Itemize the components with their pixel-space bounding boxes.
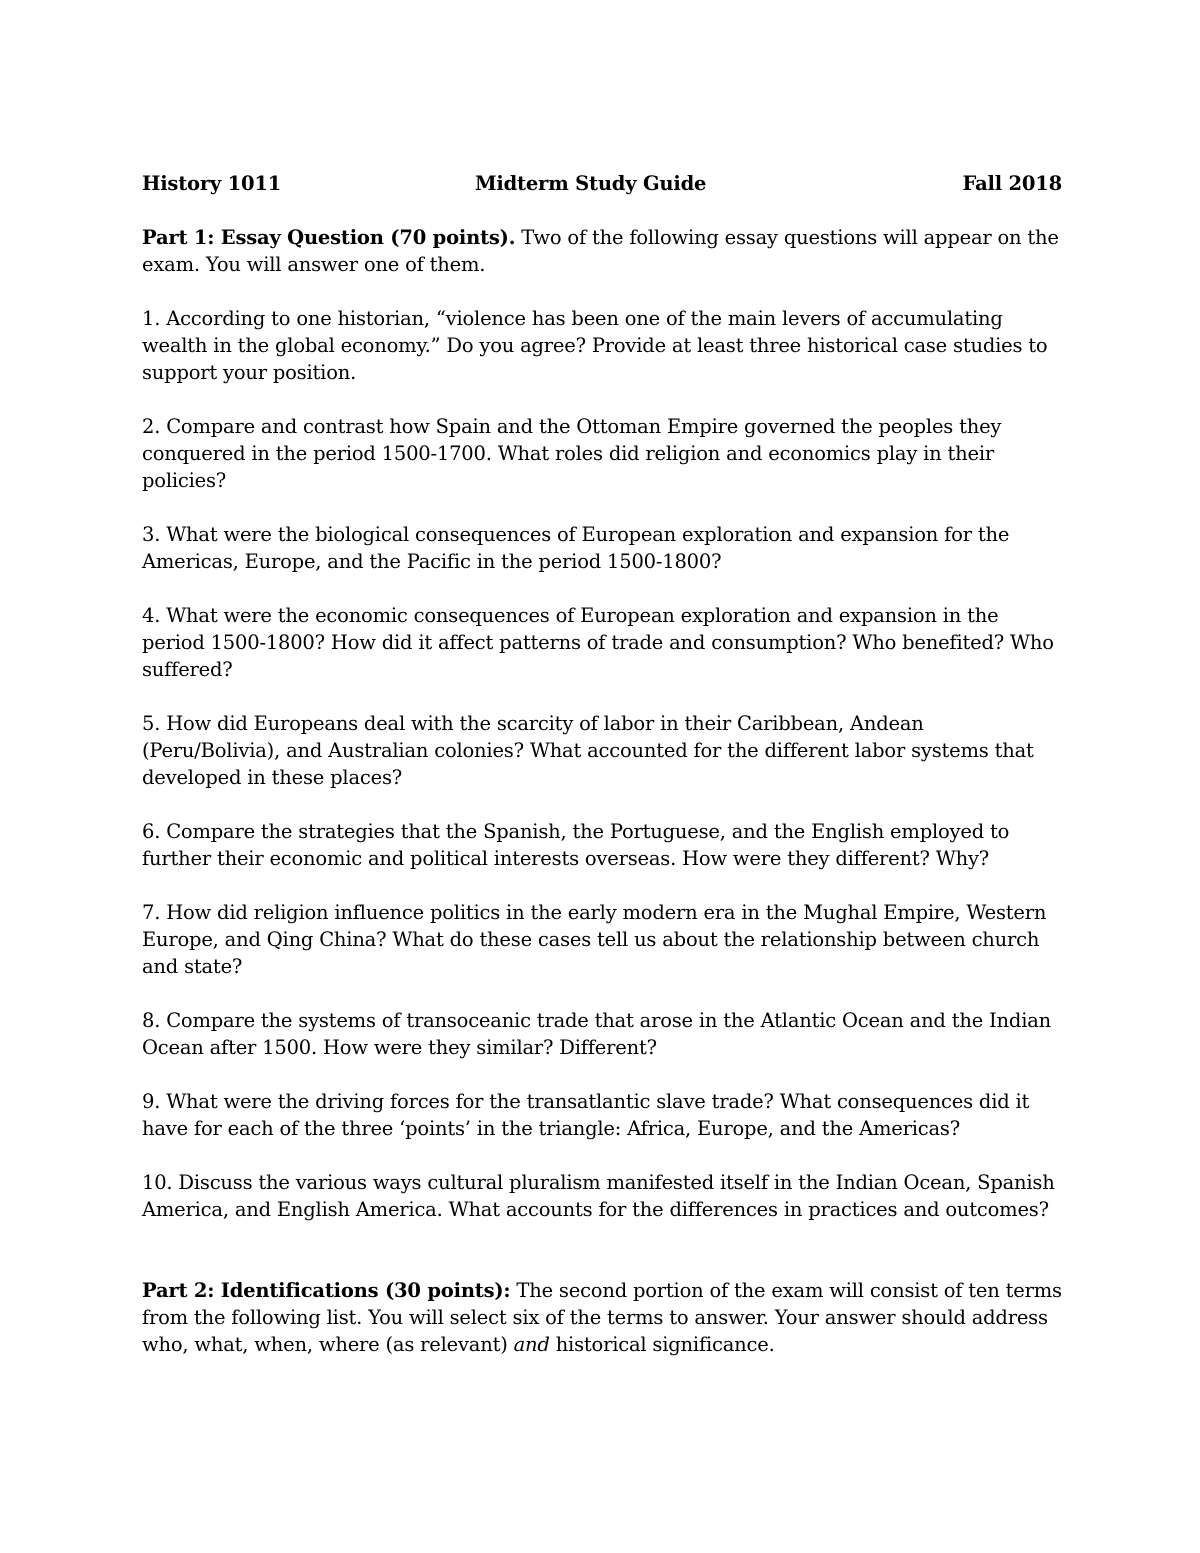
essay-question-10: 10. Discuss the various ways cultural pluralism manifested itself in the Indian Ocean, Spanish America, and English America. What accounts for the differences in practices and outcomes? — [142, 1171, 1055, 1221]
essay-question-9: 9. What were the driving forces for the transatlantic slave trade? What consequences did it have for each of the three ‘points’ in the triangle: Africa, Europe, and the Americas? — [142, 1090, 1030, 1140]
essay-question-5: 5. How did Europeans deal with the scarcity of labor in their Caribbean, Andean (Peru/Bolivia), and Australian colonies? What accounted for the different labor systems that developed in these places? — [142, 712, 1034, 789]
part1-intro — [142, 224, 1062, 278]
document-header — [142, 170, 1062, 197]
course-name: History 1011 — [142, 172, 282, 195]
term-label: Fall 2018 — [962, 172, 1062, 195]
part1-heading: Part 1: Essay Question (70 points). — [142, 226, 516, 249]
part2-emphasis: and — [513, 1333, 550, 1356]
part2-intro — [142, 1277, 1062, 1358]
essay-question-8: 8. Compare the systems of transoceanic trade that arose in the Atlantic Ocean and the Indian Ocean after 1500. How were they similar? Different? — [142, 1009, 1052, 1059]
part2-intro-text: The second portion of the exam will consist of ten terms from the following list. You will select six of the terms to answer. Your answer should address who, what, when, where (as relevant) — [142, 1279, 1062, 1356]
essay-question-6: 6. Compare the strategies that the Spanish, the Portuguese, and the English employed to further their economic and political interests overseas. How were they different? Why? — [142, 820, 1010, 870]
essay-question-4: 4. What were the economic consequences of European exploration and expansion in the period 1500-1800? How did it affect patterns of trade and consumption? Who benefited? Who suffered? — [142, 604, 1054, 681]
essay-question-7: 7. How did religion influence politics in the early modern era in the Mughal Empire, Western Europe, and Qing China? What do these cases tell us about the relationship between church and state? — [142, 901, 1047, 978]
part2-intro-end: historical significance. — [549, 1333, 775, 1356]
part2-heading: Part 2: Identifications (30 points): — [142, 1279, 511, 1302]
part1-intro-text: Two of the following essay questions will appear on the exam. You will answer one of them. — [142, 226, 1059, 276]
essay-question-3: 3. What were the biological consequences of European exploration and expansion for the Americas, Europe, and the Pacific in the period 1500-1800? — [142, 523, 1010, 573]
document-title: Midterm Study Guide — [475, 172, 707, 195]
essay-question-1: 1. According to one historian, “violence has been one of the main levers of accumulating wealth in the global economy.” Do you agree? Provide at least three historical case studies to support your position. — [142, 307, 1048, 384]
study-guide-page — [142, 170, 1062, 1358]
essay-question-2: 2. Compare and contrast how Spain and the Ottoman Empire governed the peoples they conquered in the period 1500-1700. What roles did religion and economics play in their policies? — [142, 415, 1002, 492]
